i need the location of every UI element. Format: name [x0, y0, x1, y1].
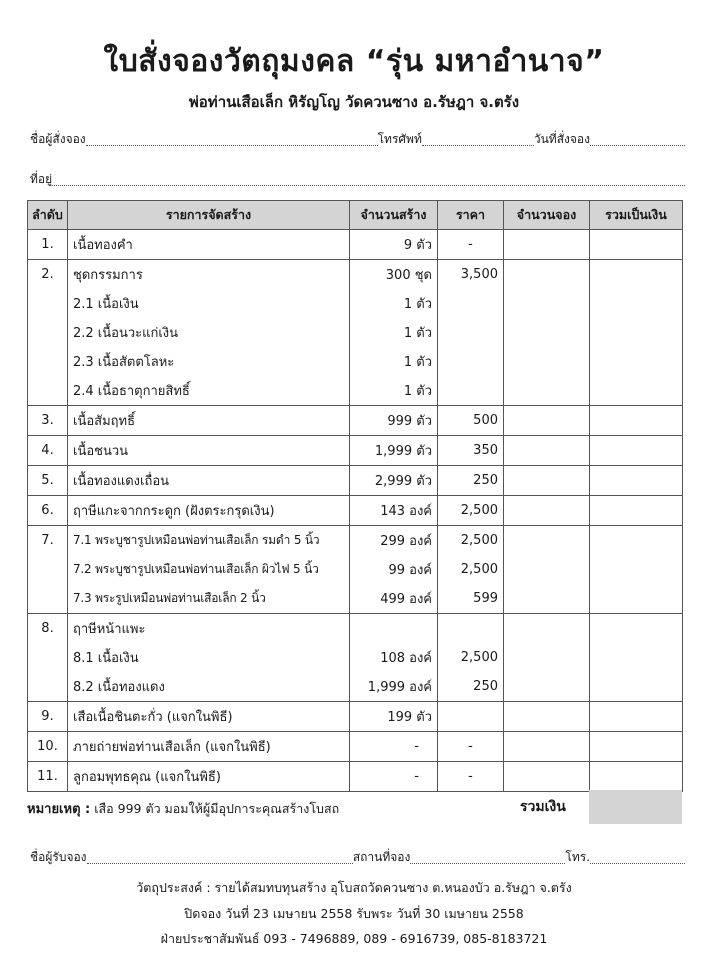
row-no: [28, 318, 68, 347]
row-reserved-cell[interactable]: [504, 672, 590, 702]
row-price: -: [438, 230, 504, 260]
row-item: 7.3 พระรูปเหมือนพ่อท่านเสือเล็ก 2 นิ้ว: [68, 584, 350, 614]
row-price: 500: [438, 406, 504, 436]
row-reserved-cell[interactable]: [504, 260, 590, 290]
row-reserved-cell[interactable]: [504, 614, 590, 644]
col-header-reserved: จำนวนจอง: [504, 201, 590, 230]
table-row: [28, 318, 683, 347]
row-qty: 1 ตัว: [350, 289, 438, 318]
table-row: [28, 555, 683, 584]
row-item: เนื้อทองคำ: [68, 230, 350, 260]
table-row: [28, 289, 683, 318]
row-qty: 499 องค์: [350, 584, 438, 614]
row-qty: 1 ตัว: [350, 347, 438, 376]
row-item: 2.3 เนื้อสัตตโลหะ: [68, 347, 350, 376]
row-item: เนื้อสัมฤทธิ์: [68, 406, 350, 436]
remark-text: เสือ 999 ตัว มอมให้ผู้มีอุปการะคุณสร้างโบสถ: [94, 801, 340, 816]
receiver-name-field[interactable]: [87, 862, 353, 864]
row-qty: -: [350, 732, 438, 762]
table-row: [28, 762, 683, 792]
order-date-label: วันที่สั่งจอง: [533, 132, 590, 146]
grand-total-label: รวมเงิน: [520, 799, 566, 815]
row-no: 1.: [28, 230, 68, 260]
grand-total-box[interactable]: [589, 790, 682, 824]
row-price: 350: [438, 436, 504, 466]
row-reserved-cell[interactable]: [504, 643, 590, 672]
row-reserved-cell[interactable]: [504, 555, 590, 584]
page-title: ใบสั่งจองวัตถุมงคล “รุ่น มหาอำนาจ”: [103, 44, 605, 79]
row-price: 3,500: [438, 260, 504, 290]
row-item: ฤาษีแกะจากกระดูก (ฝังตระกรุดเงิน): [68, 496, 350, 526]
row-item: ชุดกรรมการ: [68, 260, 350, 290]
address-row: [30, 170, 685, 189]
row-item: ภายถ่ายพ่อท่านเสือเล็ก (แจกในพิธี): [68, 732, 350, 762]
row-reserved-cell[interactable]: [504, 762, 590, 792]
table-row: [28, 466, 683, 496]
receiver-phone-field[interactable]: [590, 862, 685, 864]
table-row: [28, 406, 683, 436]
row-qty: 143 องค์: [350, 496, 438, 526]
phone-field[interactable]: [422, 144, 534, 146]
row-item: 2.4 เนื้อธาตุกายสิทธิ์: [68, 376, 350, 406]
table-row: [28, 526, 683, 556]
row-reserved-cell[interactable]: [504, 230, 590, 260]
row-qty: 108 องค์: [350, 643, 438, 672]
page-subtitle: พ่อท่านเสือเล็ก หิรัญโญ วัดควนซาง อ.รัษฎา จ.ตรัง: [188, 93, 520, 111]
table-row: [28, 614, 683, 644]
order-table: [27, 200, 683, 792]
row-no: 4.: [28, 436, 68, 466]
row-item: 8.1 เนื้อเงิน: [68, 643, 350, 672]
row-total-cell[interactable]: [590, 762, 683, 792]
row-price: 250: [438, 466, 504, 496]
row-item: เนื้อทองแดงเถื่อน: [68, 466, 350, 496]
row-price: [438, 614, 504, 644]
table-row: [28, 230, 683, 260]
table-row: [28, 672, 683, 702]
row-total-cell[interactable]: [590, 496, 683, 526]
row-no: 10.: [28, 732, 68, 762]
row-item: 7.2 พระบูชารูปเหมือนพ่อท่านเสือเล็ก ผิวไฟ 5 นิ้ว: [68, 555, 350, 584]
row-item: 2.1 เนื้อเงิน: [68, 289, 350, 318]
row-total-cell[interactable]: [590, 526, 683, 556]
row-item: ฤาษีหน้าแพะ: [68, 614, 350, 644]
row-qty: 299 องค์: [350, 526, 438, 556]
col-header-price: ราคา: [438, 201, 504, 230]
row-qty: 199 ตัว: [350, 702, 438, 732]
order-date-field[interactable]: [590, 144, 685, 146]
row-reserved-cell[interactable]: [504, 289, 590, 318]
row-item: 8.2 เนื้อทองแดง: [68, 672, 350, 702]
row-no: [28, 643, 68, 672]
booking-place-label: สถานที่จอง: [352, 850, 411, 864]
table-row: [28, 260, 683, 290]
address-label: ที่อยู่: [30, 172, 53, 186]
booking-place-field[interactable]: [410, 862, 565, 864]
row-qty: -: [350, 762, 438, 792]
table-row: [28, 702, 683, 732]
table-header-row: [28, 201, 683, 230]
row-no: 11.: [28, 762, 68, 792]
row-item: ลูกอมพุทธคุณ (แจกในพิธี): [68, 762, 350, 792]
row-reserved-cell[interactable]: [504, 702, 590, 732]
row-reserved-cell[interactable]: [504, 406, 590, 436]
row-total-cell[interactable]: [590, 406, 683, 436]
orderer-name-label: ชื่อผู้สั่งจอง: [30, 132, 86, 146]
phone-label: โทรศัพท์: [377, 132, 422, 146]
row-price: 599: [438, 584, 504, 614]
remark: [27, 798, 339, 819]
row-no: 5.: [28, 466, 68, 496]
row-qty: 2,999 ตัว: [350, 466, 438, 496]
row-total-cell[interactable]: [590, 376, 683, 406]
row-total-cell[interactable]: [590, 584, 683, 614]
contact-line: ฝ่ายประชาสัมพันธ์ 093 - 7496889, 089 - 6916739, 085-8183721: [160, 931, 548, 946]
row-no: [28, 347, 68, 376]
row-reserved-cell[interactable]: [504, 584, 590, 614]
row-total-cell[interactable]: [590, 555, 683, 584]
row-price: [438, 702, 504, 732]
row-no: [28, 289, 68, 318]
row-total-cell[interactable]: [590, 643, 683, 672]
row-total-cell[interactable]: [590, 318, 683, 347]
table-row: [28, 436, 683, 466]
receiver-name-label: ชื่อผู้รับจอง: [30, 850, 87, 864]
row-no: 8.: [28, 614, 68, 644]
row-price: 2,500: [438, 643, 504, 672]
row-qty: 1 ตัว: [350, 318, 438, 347]
table-row: [28, 347, 683, 376]
row-no: 3.: [28, 406, 68, 436]
row-no: [28, 376, 68, 406]
row-qty: 999 ตัว: [350, 406, 438, 436]
row-price: 250: [438, 672, 504, 702]
dates-line: ปิดจอง วันที่ 23 เมษายน 2558 รับพระ วันที่ 30 เมษายน 2558: [184, 906, 524, 921]
row-qty: 99 องค์: [350, 555, 438, 584]
receiver-info-row: [30, 848, 685, 867]
row-qty: 1 ตัว: [350, 376, 438, 406]
row-qty: [350, 614, 438, 644]
table-row: [28, 584, 683, 614]
table-row: [28, 643, 683, 672]
orderer-info-row: [30, 130, 685, 149]
row-total-cell[interactable]: [590, 436, 683, 466]
row-no: 2.: [28, 260, 68, 290]
row-item: เสือเนื้อชินตะกั่ว (แจกในพิธี): [68, 702, 350, 732]
table-row: [28, 732, 683, 762]
row-total-cell[interactable]: [590, 260, 683, 290]
row-total-cell[interactable]: [590, 347, 683, 376]
row-price: [438, 318, 504, 347]
address-field[interactable]: [52, 184, 685, 186]
col-header-qty: จำนวนสร้าง: [350, 201, 438, 230]
receiver-phone-label: โทร.: [565, 850, 590, 864]
row-qty: 1,999 องค์: [350, 672, 438, 702]
row-no: 6.: [28, 496, 68, 526]
table-row: [28, 376, 683, 406]
col-header-no: ลำดับ: [28, 201, 68, 230]
row-qty: 9 ตัว: [350, 230, 438, 260]
row-price: [438, 289, 504, 318]
row-no: [28, 672, 68, 702]
row-reserved-cell[interactable]: [504, 376, 590, 406]
row-total-cell[interactable]: [590, 230, 683, 260]
purpose-line: วัตถุประสงค์ : รายได้สมทบทุนสร้าง อุโบสถวัดควนซาง ต.หนองบัว อ.รัษฎา จ.ตรัง: [136, 880, 572, 895]
row-price: -: [438, 732, 504, 762]
col-header-total: รวมเป็นเงิน: [590, 201, 683, 230]
row-reserved-cell[interactable]: [504, 466, 590, 496]
row-total-cell[interactable]: [590, 732, 683, 762]
row-item: เนื้อชนวน: [68, 436, 350, 466]
row-price: 2,500: [438, 555, 504, 584]
row-reserved-cell[interactable]: [504, 347, 590, 376]
row-total-cell[interactable]: [590, 702, 683, 732]
row-item: 2.2 เนื้อนวะแก่เงิน: [68, 318, 350, 347]
row-item: 7.1 พระบูชารูปเหมือนพ่อท่านเสือเล็ก รมดำ 5 นิ้ว: [68, 526, 350, 556]
row-no: 9.: [28, 702, 68, 732]
row-no: [28, 584, 68, 614]
remark-label: หมายเหตุ :: [27, 802, 91, 817]
row-no: [28, 555, 68, 584]
row-total-cell[interactable]: [590, 466, 683, 496]
row-qty: 300 ชุด: [350, 260, 438, 290]
row-reserved-cell[interactable]: [504, 436, 590, 466]
row-total-cell[interactable]: [590, 672, 683, 702]
row-reserved-cell[interactable]: [504, 318, 590, 347]
row-reserved-cell[interactable]: [504, 496, 590, 526]
row-total-cell[interactable]: [590, 289, 683, 318]
row-qty: 1,999 ตัว: [350, 436, 438, 466]
row-total-cell[interactable]: [590, 614, 683, 644]
row-reserved-cell[interactable]: [504, 732, 590, 762]
row-price: 2,500: [438, 496, 504, 526]
row-price: [438, 347, 504, 376]
row-price: -: [438, 762, 504, 792]
table-row: [28, 496, 683, 526]
row-reserved-cell[interactable]: [504, 526, 590, 556]
col-header-item: รายการจัดสร้าง: [68, 201, 350, 230]
orderer-name-field[interactable]: [86, 144, 378, 146]
row-price: [438, 376, 504, 406]
row-no: 7.: [28, 526, 68, 556]
row-price: 2,500: [438, 526, 504, 556]
